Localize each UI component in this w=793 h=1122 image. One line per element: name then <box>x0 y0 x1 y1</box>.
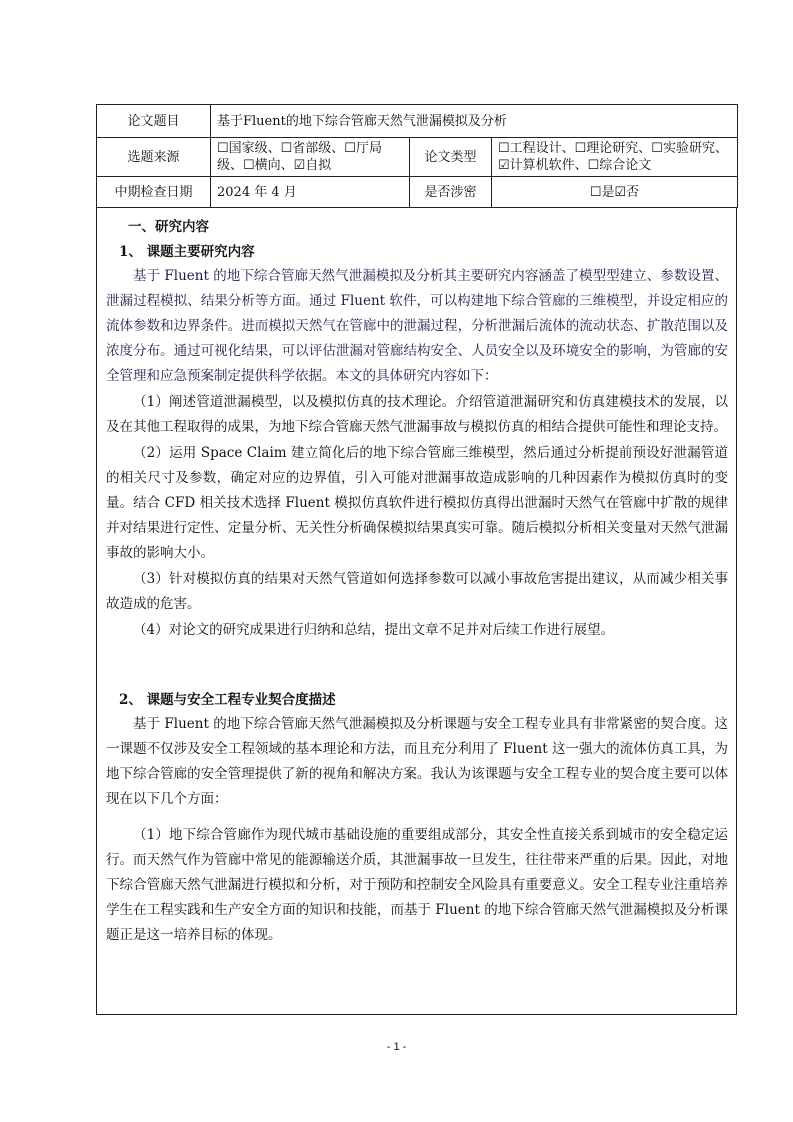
content-cell <box>96 207 737 1015</box>
date-value: 2024 年 4 月 <box>211 177 410 208</box>
paragraph-item-2: （2）运用 Space Claim 建立简化后的地下综合管廊三维模型，然后通过分析提前预设好泄漏管道的相关尺寸及参数，确定对应的边界值，引入可能对泄漏事故造成影响的几种因素作为模拟仿真时的变量。结合 CFD 相关技术选择 Fluent 模拟仿真软件进行模拟仿真得出泄漏时天然气在管廊中扩散的规律并对结果进行定性、定量分析、无关性分析确保模拟结果真实可靠。随后模拟分析相关变量对天然气泄漏事故的影响大小。 <box>106 445 728 561</box>
page-number: - 1 - <box>386 1041 407 1053</box>
source-value: ☐国家级、☐省部级、☐厅局级、☐横向、☑自拟 <box>211 138 410 177</box>
subheading-main-content: 1、 课题主要研究内容 <box>119 244 255 260</box>
paragraph-overview: 基于 Fluent 的地下综合管廊天然气泄漏模拟及分析其主要研究内容涵盖了模型型建立、参数设置、泄漏过程模拟、结果分析等方面。通过 Fluent 软件，可以构建地下综合管廊的三维模型，并设定相应的流体参数和边界条件。进而模拟天然气在管廊中的泄漏过程，分析泄漏后流体的流动状态、扩散范围以及浓度分布。通过可视化结果，可以评估泄漏对管廊结构安全、人员安全以及环境安全的影响，为管廊的安全管理和应急预案制定提供科学依据。本文的具体研究内容如下： <box>106 268 728 384</box>
title-value: 基于Fluent的地下综合管廊天然气泄漏模拟及分析 <box>211 105 738 138</box>
date-row <box>97 177 738 208</box>
spacer <box>106 643 728 686</box>
source-row <box>97 138 738 177</box>
title-row <box>97 105 738 138</box>
info-table <box>96 104 738 208</box>
secret-value: ☐是☑否 <box>492 177 738 208</box>
paragraph-fit-point-1: （1）地下综合管廊作为现代城市基础设施的重要组成部分，其安全性直接关系到城市的安全稳定运行。而天然气作为管廊中常见的能源输送介质，其泄漏事故一旦发生，往往带来严重的后果。因此，对地下综合管廊天然气泄漏进行模拟和分析，对于预防和控制安全风险具有重要意义。安全工程专业注重培养学生在工程实践和生产安全方面的知识和技能，而基于 Fluent 的地下综合管廊天然气泄漏模拟及分析课题正是这一培养目标的体现。 <box>106 827 728 943</box>
subheading-fit: 2、 课题与安全工程专业契合度描述 <box>119 692 336 708</box>
section-heading-research: 一、研究内容 <box>128 219 209 235</box>
title-label: 论文题目 <box>97 105 211 138</box>
paragraph-item-3: （3）针对模拟仿真的结果对天然气管道如何选择参数可以减小事故危害提出建议，从而减少相关事故造成的危害。 <box>106 571 728 612</box>
type-label: 论文类型 <box>410 138 492 177</box>
secret-label: 是否涉密 <box>410 177 492 208</box>
paragraph-item-1: （1）阐述管道泄漏模型，以及模拟仿真的技术理论。介绍管道泄漏研究和仿真建模技术的发展，以及在其他工程取得的成果，为地下综合管廊天然气泄漏事故与模拟仿真的相结合提供可能性和理论支持。 <box>106 394 728 435</box>
type-value: ☐工程设计、☐理论研究、☐实验研究、☑计算机软件、☐综合论文 <box>492 138 738 177</box>
date-label: 中期检查日期 <box>97 177 211 208</box>
source-label: 选题来源 <box>97 138 211 177</box>
spacer <box>106 812 728 822</box>
paragraph-item-4: （4）对论文的研究成果进行归纳和总结，提出文章不足并对后续工作进行展望。 <box>133 622 615 638</box>
paragraph-fit-intro: 基于 Fluent 的地下综合管廊天然气泄漏模拟及分析课题与安全工程专业具有非常紧密的契合度。这一课题不仅涉及安全工程领域的基本理论和方法，而且充分利用了 Fluent 这一强大的流体仿真工具，为地下综合管廊的安全管理提供了新的视角和解决方案。我认为该课题与安全工程专业的契合度主要可以体现在以下几个方面： <box>106 716 728 807</box>
